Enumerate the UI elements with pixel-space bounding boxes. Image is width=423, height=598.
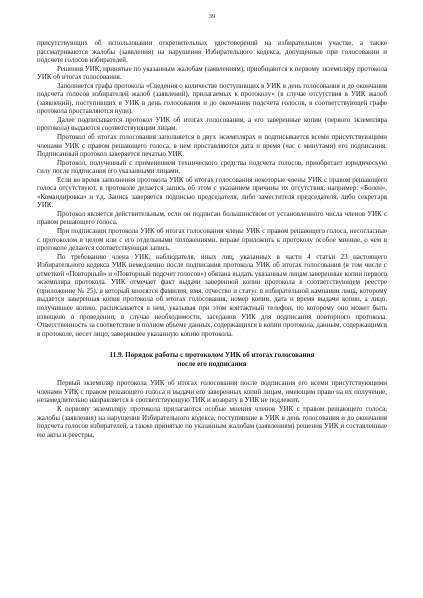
paragraph: Заполняется графа протокола «Сведения о количестве поступивших в УИК в день голосования и до окончания подсчета голосов избирателей жалоб (заявлений), прилагаемых к протоколу» (в случае отсутствия в УИК жалоб (заявлений), поступивших в УИК в день голосования и до окончания подсчета голосов, в соответствующей графе протокола проставляются нули). (37, 81, 387, 116)
paragraph: Первый экземпляр протокола УИК об итогах голосования после подписания его всеми присутствующими членами УИК с правом решающего голоса и выдачи его заверенных копий лицам, имеющим право на их получение, незамедлительно направляется в соответствующую ТИК и возврату в УИК не подлежит. (37, 379, 387, 405)
paragraph: По требованию члена УИК, наблюдателя, иных лиц, указанных в части 4 статьи 23 настоящего Избирательного кодекса УИК немедленно после подписания протокола УИК об итогах голосования (в том числе с отметкой «Повторный» и «Повторный подсчет голосов») обязана выдать указанным лицам заверенные копии первого экземпляра протокола. УИК отмечает факт выдачи заверенной копии протокола в соответствующем реестре (приложение № 25), в который вносятся фамилия, имя, отчество и статус в избирательной кампании лица, которому выдается заверенная копия протокола об итогах голосования, номер копии, дата и время выдачи копии, а лицо, получившее копию, расписывается в нем, указывая при этом контактный телефон, по которому оно может быть извещено о проведении, в случае необходимости, заседания УИК для подписания повторного протокола. Ответственность за соответствие в полном объеме данных, содержащихся в копии протокола, данным, содержащимся в протоколе, несет лицо, заверившее указанную копию протокола. (37, 252, 387, 338)
paragraph: Далее подписывается протокол УИК об итогах голосования, а его заверенные копии (первого экземпляра протокола) выдаются соответствующим лицам. (37, 115, 387, 133)
paragraph: Протокол, полученный с применением технического средства подсчета голосов, приобретает юридическую силу после подписания его указанными лицами. (37, 158, 387, 176)
section-heading-line-1: 11.9. Порядок работы с протоколом УИК об итогах голосования (109, 351, 315, 360)
page-number: 39 (208, 13, 216, 20)
section-heading-line-2: после его подписания (177, 359, 247, 368)
paragraph: Если во время заполнения протокола УИК об итогах голосования некоторые члены УИК с правом решающего голоса отсутствуют, в протоколе делается запись об этом с указанием причины их отсутствия, например: «Болен», «Командировка» и т.д. Запись заверяется подписью председателя, либо заместителя председателя, либо секретаря УИК. (37, 175, 387, 210)
section-heading (37, 351, 387, 368)
paragraph: присутствующих об использовании открепительных удостоверений на избирательном участке, а также рассматриваются жалобы (заявления) на нарушения Избирательного кодекса, допущенные при голосовании и подсчете голосов избирателей. (37, 39, 387, 65)
paragraph: Протокол об итогах голосования заполняется в двух экземплярах и подписывается всеми присутствующими членами УИК с правом решающего голоса, в нем проставляются дата и время (час с минутами) его подписания. Подписанный протокол заверяется печатью УИК. (37, 133, 387, 159)
paragraph: К первому экземпляру протокола прилагаются особые мнения членов УИК с правом решающего голоса, жалобы (заявления) на нарушения Избирательного кодекса, поступившие в УИК в день голосования и до окончания подсчета голосов избирателей, а также принятые по указанным жалобам (заявлениям) решения УИК и составленные ею акты и реестры, (37, 404, 387, 439)
paragraph: Протокол является действительным, если он подписан большинством от установленного числа членов УИК с правом решающего голоса. (37, 209, 387, 227)
paragraph: Решения УИК, принятые по указанным жалобам (заявлениям), приобщаются к первому экземпляру протокола УИК об итогах голосования. (37, 64, 387, 82)
paragraph: При подписании протокола УИК об итогах голосования члены УИК с правом решающего голоса, несогласные с протоколом в целом или с его отдельными положениями, вправе приложить к протоколу особое мнение, о чем в протоколе делается соответствующая запись. (37, 227, 387, 253)
